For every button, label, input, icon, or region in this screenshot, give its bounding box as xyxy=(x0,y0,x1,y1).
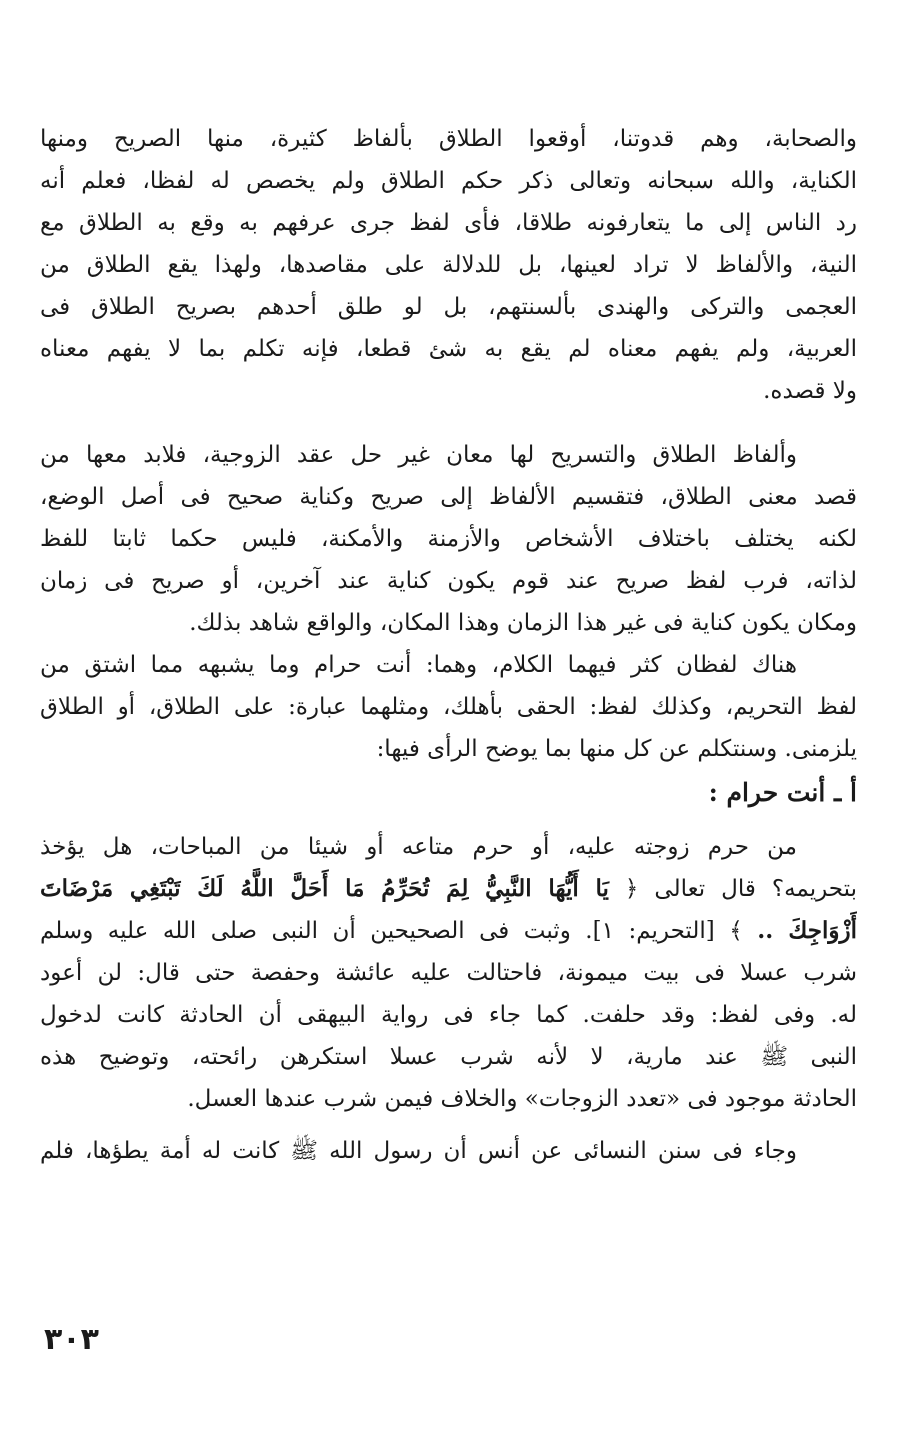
paragraph-3 xyxy=(40,644,857,770)
final-paragraph xyxy=(40,1130,857,1172)
text-span: بتحريمه؟ قال تعالى ﴿ xyxy=(608,876,857,902)
text-line: العجمى والتركى والهندى بألسنتهم، بل لو طلق أحدهم بصريح الطلاق فى xyxy=(40,294,857,320)
paragraph-gap xyxy=(40,412,857,434)
text-line: لذاته، فرب لفظ صريح عند قوم يكون كناية عند آخرين، أو صريح فى زمان xyxy=(40,568,857,594)
paragraph-1 xyxy=(40,118,857,412)
verse-line xyxy=(40,868,857,910)
quran-verse: يَا أَيُّهَا النَّبِيُّ لِمَ تُحَرِّمُ مَا أَحَلَّ اللَّهُ لَكَ تَبْتَغِي مَرْضَاتَ xyxy=(40,875,609,902)
text-line: وجاء فى سنن النسائى عن أنس أن رسول الله ﷺ كانت له أمة يطؤها، فلم xyxy=(40,1138,797,1164)
text-line: يلزمنى. وسنتكلم عن كل منها بما يوضح الرأى فيها: xyxy=(376,736,857,762)
text-line: النبى ﷺ عند مارية، لا لأنه شرب عسلا استكرهن رائحته، وتوضيح هذه xyxy=(40,1044,857,1070)
paragraph-2 xyxy=(40,434,857,644)
page-body xyxy=(40,118,857,1172)
section-paragraph xyxy=(40,826,857,1120)
page-number: ٣٠٣ xyxy=(44,1322,99,1357)
paragraph-gap xyxy=(40,1120,857,1130)
text-line: هناك لفظان كثر فيهما الكلام، وهما: أنت حرام وما يشبهه مما اشتق من xyxy=(40,652,797,678)
text-span: ﴾ [التحريم: ١]. وثبت فى الصحيحين أن النبى صلى الله عليه وسلم xyxy=(40,918,758,944)
text-line: له. وفى لفظ: وقد حلفت. كما جاء فى رواية البيهقى أن الحادثة كانت لدخول xyxy=(40,1002,857,1028)
text-line: شرب عسلا فى بيت ميمونة، فاحتالت عليه عائشة وحفصة حتى قال: لن أعود xyxy=(40,960,857,986)
text-line: قصد معنى الطلاق، فتقسيم الألفاظ إلى صريح وكناية صحيح فى أصل الوضع، xyxy=(40,484,857,510)
text-line: رد الناس إلى ما يتعارفونه طلاقا، فأى لفظ جرى عرفهم به وقع به الطلاق مع xyxy=(40,210,857,236)
verse-line xyxy=(40,910,857,952)
text-line: ولا قصده. xyxy=(763,378,857,404)
text-line: الكناية، والله سبحانه وتعالى ذكر حكم الطلاق ولم يخصص له لفظا، فعلم أنه xyxy=(40,168,857,194)
quran-verse: أَزْوَاجِكَ .. xyxy=(757,917,857,944)
text-line: من حرم زوجته عليه، أو حرم متاعه أو شيئا من المباحات، هل يؤخذ xyxy=(40,834,797,860)
text-line: والصحابة، وهم قدوتنا، أوقعوا الطلاق بألفاظ كثيرة، منها الصريح ومنها xyxy=(40,126,857,152)
text-line: الحادثة موجود فى «تعدد الزوجات» والخلاف فيمن شرب عندها العسل. xyxy=(187,1086,857,1112)
text-line: لفظ التحريم، وكذلك لفظ: الحقى بأهلك، ومثلهما عبارة: على الطلاق، أو الطلاق xyxy=(40,694,857,720)
text-line: ومكان يكون كناية فى غير هذا الزمان وهذا المكان، والواقع شاهد بذلك. xyxy=(189,610,857,636)
text-line: وألفاظ الطلاق والتسريح لها معان غير حل عقد الزوجية، فلابد معها من xyxy=(40,442,797,468)
text-line: النية، والألفاظ لا تراد لعينها، بل للدلالة على مقاصدها، ولهذا يقع الطلاق من xyxy=(40,252,857,278)
text-line: لكنه يختلف باختلاف الأشخاص والأزمنة والأمكنة، فليس حكما ثابتا للفظ xyxy=(40,526,857,552)
text-line: العربية، ولم يفهم معناه لم يقع به شئ قطعا، فإنه تكلم بما لا يفهم معناه xyxy=(40,336,857,362)
section-heading: أ ـ أنت حرام : xyxy=(708,778,857,807)
paragraph-gap xyxy=(40,816,857,826)
